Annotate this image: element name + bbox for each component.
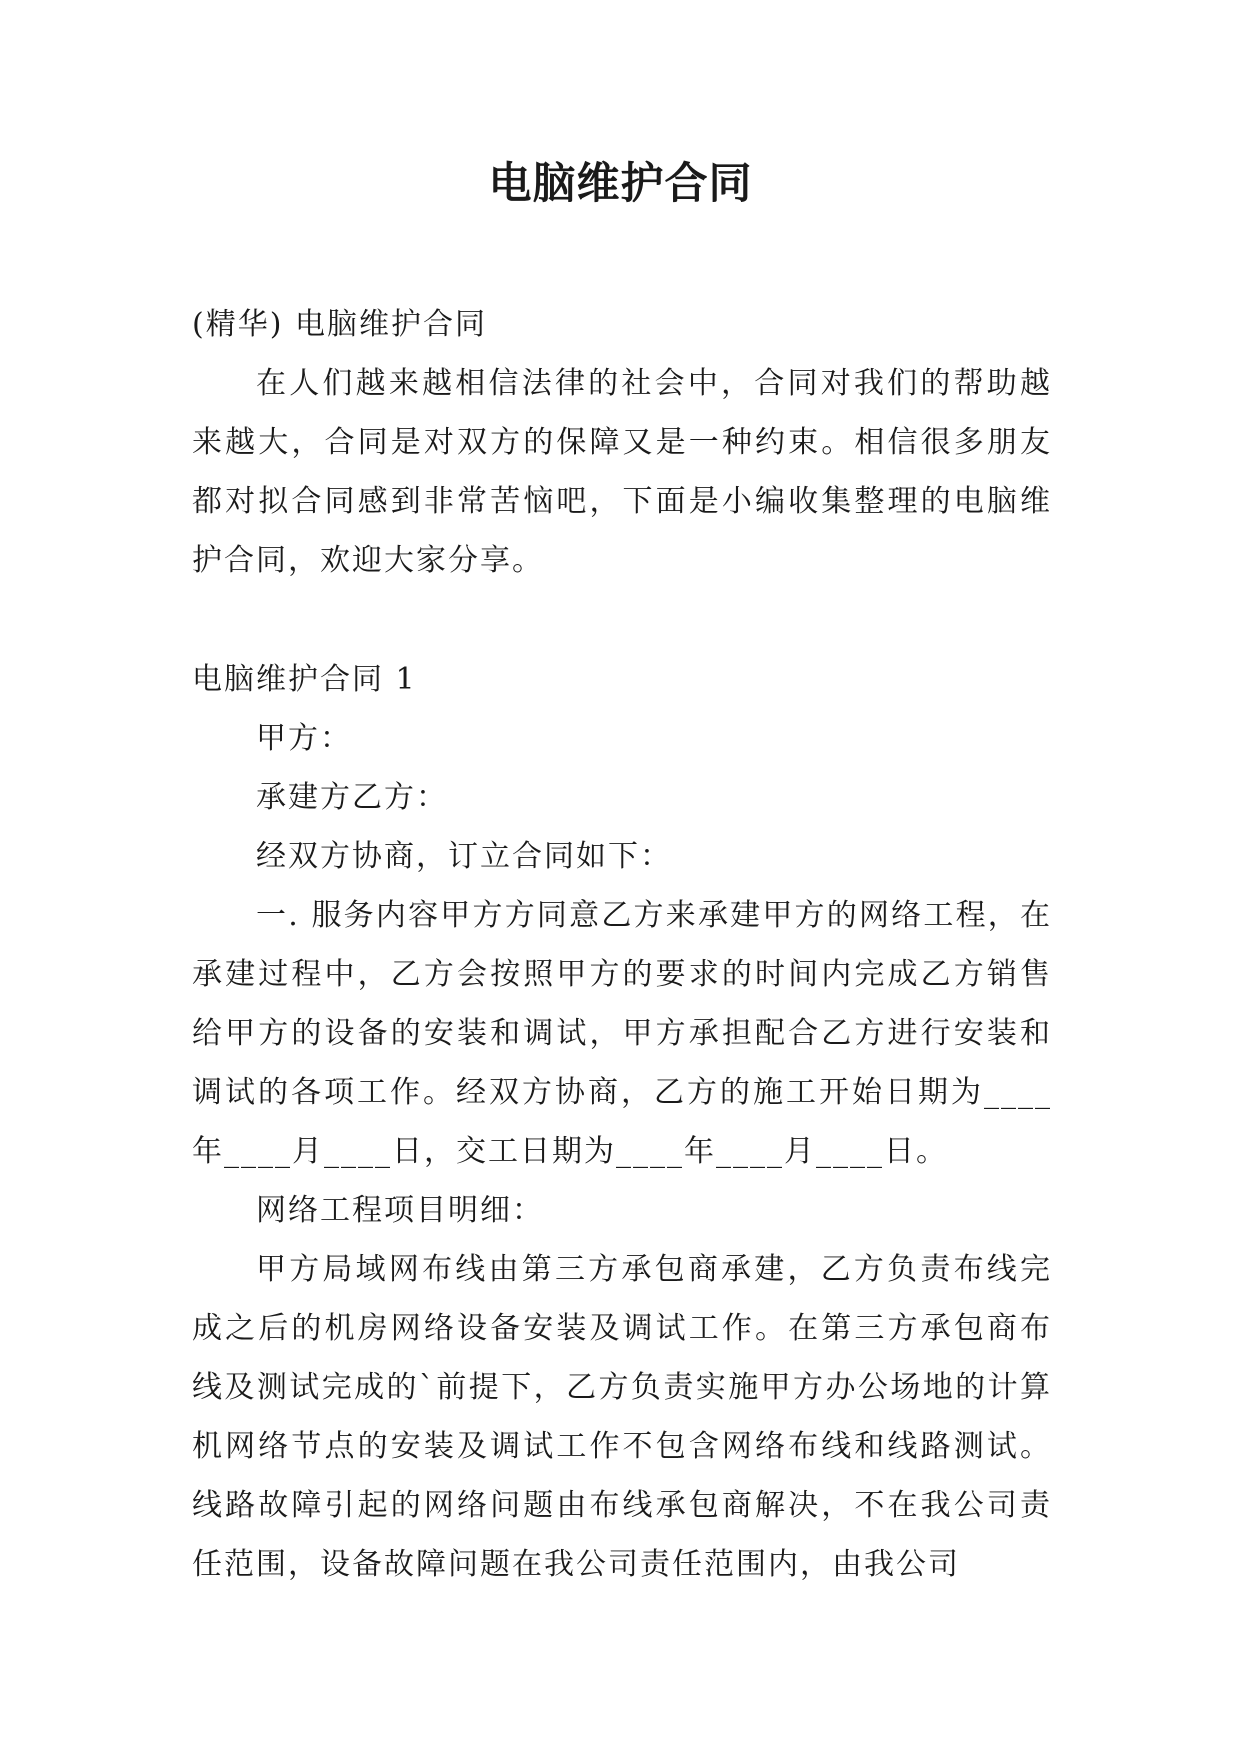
agreement-line: 经双方协商，订立合同如下：	[256, 839, 672, 874]
project-details-paragraph: 甲方局域网布线由第三方承包商承建，乙方负责布线完成之后的机房网络设备安装及调试工作。在第三方承包商布线及测试完成的`前提下，乙方负责实施甲方办公场地的计算机网络节点的安装及调试工作不包含网络布线和线路测试。线路故障引起的网络问题由布线承包商解决，不在我公司责任范围，设备故障问题在我公司责任范围内，由我公司	[192, 1252, 1052, 1582]
project-details-heading: 网络工程项目明细：	[256, 1193, 544, 1228]
subtitle-line: (精华) 电脑维护合同	[192, 307, 487, 342]
document-title: 电脑维护合同	[488, 159, 753, 209]
party-a-line: 甲方：	[256, 721, 352, 756]
document-body	[192, 295, 1052, 1594]
service-content-paragraph: 一. 服务内容甲方方同意乙方来承建甲方的网络工程，在承建过程中，乙方会按照甲方的要求的时间内完成乙方销售给甲方的设备的安装和调试，甲方承担配合乙方进行安装和调试的各项工作。经双方协商，乙方的施工开始日期为____年____月____日，交工日期为____年____月____日。	[192, 898, 1052, 1169]
section-heading: 电脑维护合同 1	[192, 662, 417, 697]
party-b-line: 承建方乙方：	[256, 780, 448, 815]
intro-paragraph: 在人们越来越相信法律的社会中，合同对我们的帮助越来越大，合同是对双方的保障又是一种约束。相信很多朋友都对拟合同感到非常苦恼吧，下面是小编收集整理的电脑维护合同，欢迎大家分享。	[192, 366, 1052, 578]
